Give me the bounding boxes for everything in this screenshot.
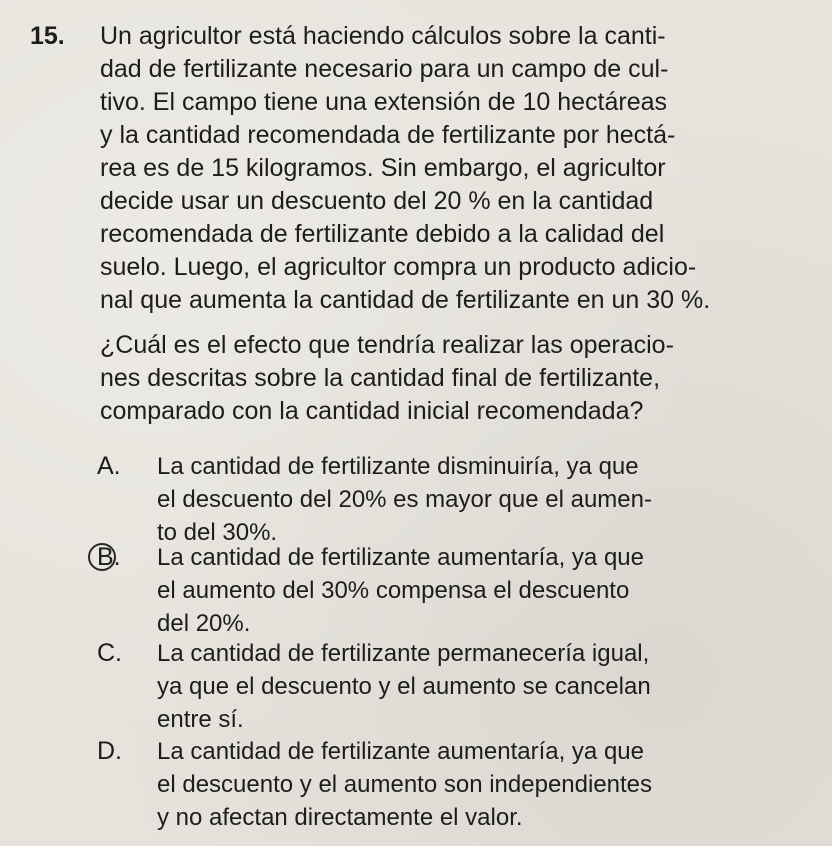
prompt-line: ¿Cuál es el efecto que tendría realizar las operacio- (100, 331, 674, 359)
option-line: del 20%. (157, 610, 251, 637)
option-letter: A. (97, 452, 121, 480)
option-line: el descuento del 20% es mayor que el aumen- (157, 486, 652, 513)
option-line: ya que el descuento y el aumento se cancelan (157, 673, 651, 700)
option-letter: B. (97, 543, 121, 571)
prompt-line: comparado con la cantidad inicial recomendada? (100, 397, 644, 425)
option-letter: C. (97, 639, 122, 667)
option-line: La cantidad de fertilizante disminuiría, ya que (157, 453, 639, 480)
stem-line: suelo. Luego, el agricultor compra un producto adicio- (100, 253, 697, 281)
question-number: 15. (30, 22, 65, 50)
stem-line: recomendada de fertilizante debido a la calidad del (100, 220, 665, 248)
stem-line: Un agricultor está haciendo cálculos sobre la canti- (100, 22, 666, 50)
option-line: el descuento y el aumento son independientes (157, 771, 653, 798)
stem-line: rea es de 15 kilogramos. Sin embargo, el agricultor (100, 154, 666, 182)
option-line: el aumento del 30% compensa el descuento (157, 577, 630, 604)
stem-line: dad de fertilizante necesario para un campo de cul- (100, 55, 669, 83)
prompt-line: nes descritas sobre la cantidad final de fertilizante, (100, 364, 661, 392)
stem-line: tivo. El campo tiene una extensión de 10 hectáreas (100, 88, 668, 116)
option-letter: D. (97, 737, 122, 765)
option-line: La cantidad de fertilizante permanecería igual, (157, 640, 650, 667)
stem-line: decide usar un descuento del 20 % en la cantidad (100, 187, 654, 215)
option-line: La cantidad de fertilizante aumentaría, ya que (157, 544, 644, 571)
stem-line: y la cantidad recomendada de fertilizante por hectá- (100, 121, 676, 149)
option-line: y no afectan directamente el valor. (157, 804, 523, 831)
option-line: entre sí. (157, 706, 244, 733)
stem-line: nal que aumenta la cantidad de fertilizante en un 30 %. (100, 286, 711, 314)
option-line: La cantidad de fertilizante aumentaría, ya que (157, 738, 644, 765)
option-line: to del 30%. (157, 519, 278, 546)
